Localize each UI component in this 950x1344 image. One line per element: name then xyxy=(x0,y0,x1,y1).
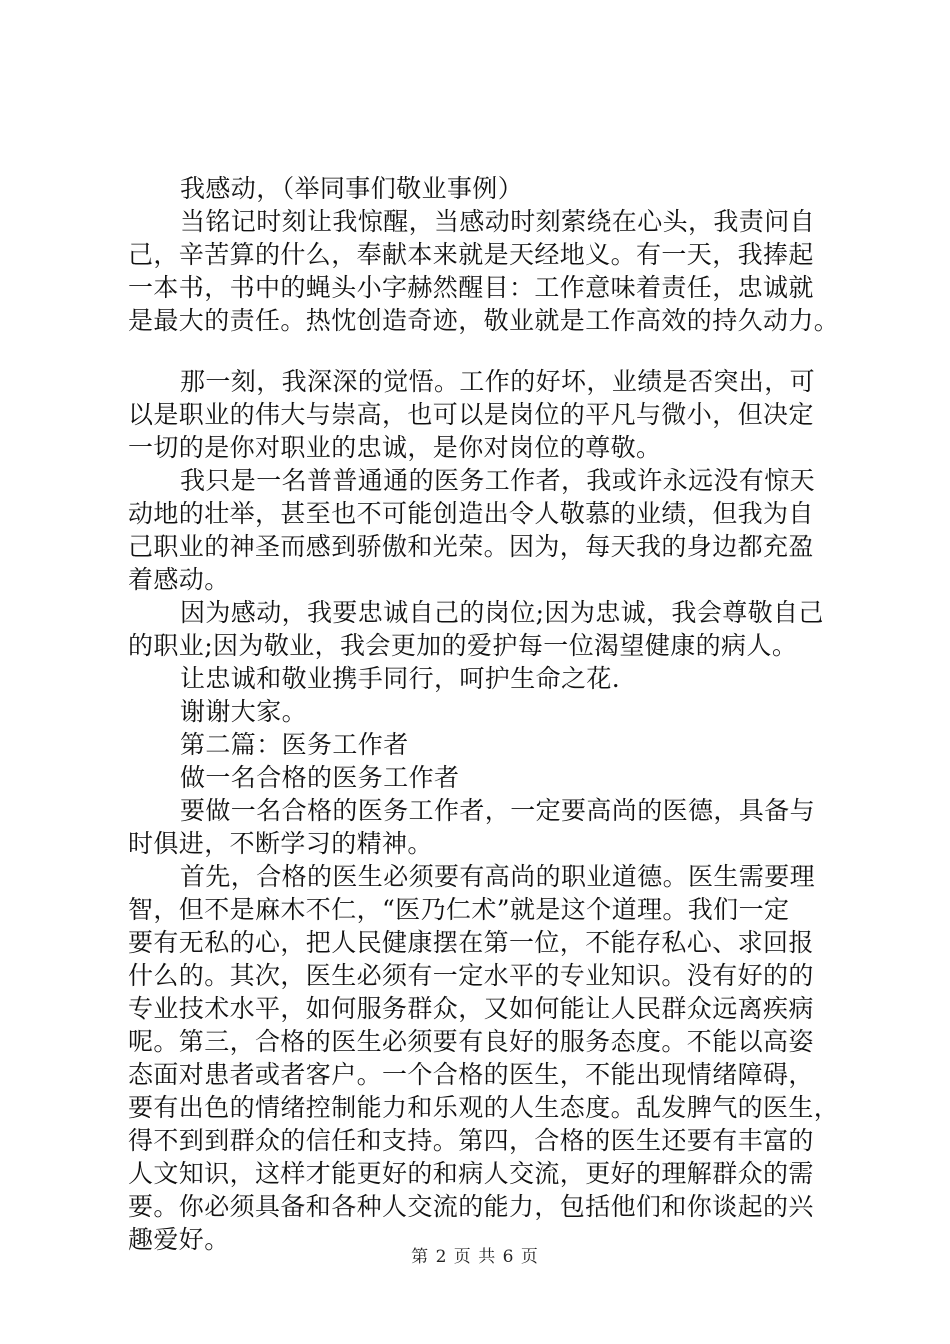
paragraph-line: 什么的。其次，医生必须有一定水平的专业知识。没有好的的 xyxy=(128,961,814,990)
paragraph-line: 一本书，书中的蝇头小字赫然醒目：工作意味着责任，忠诚就 xyxy=(128,273,814,302)
paragraph-line: 那一刻，我深深的觉悟。工作的好坏，业绩是否突出，可 xyxy=(180,367,816,396)
paragraph-line: 时俱进，不断学习的精神。 xyxy=(128,829,433,858)
paragraph-line: 要有无私的心，把人民健康摆在第一位，不能存私心、求回报 xyxy=(128,928,814,957)
paragraph-line: 得不到到群众的信任和支持。第四，合格的医生还要有丰富的 xyxy=(128,1126,814,1155)
paragraph-line: 因为感动，我要忠诚自己的岗位;因为忠诚，我会尊敬自己 xyxy=(180,598,824,627)
paragraph-line: 一切的是你对职业的忠诚，是你对岗位的尊敬。 xyxy=(128,433,662,462)
paragraph-line: 己，辛苦算的什么，奉献本来就是天经地义。有一天，我捧起 xyxy=(128,240,814,269)
paragraph-line: 我感动，（举同事们敬业事例） xyxy=(180,174,524,203)
paragraph-line: 首先，合格的医生必须要有高尚的职业道德。医生需要理 xyxy=(180,862,816,891)
paragraph-line: 智，但不是麻木不仁，“医乃仁术”就是这个道理。我们一定 xyxy=(128,895,790,924)
paragraph-line: 要有出色的情绪控制能力和乐观的人生态度。乱发脾气的医生， xyxy=(128,1093,840,1122)
section-heading: 第二篇：医务工作者 xyxy=(180,730,409,759)
document-body xyxy=(128,172,840,1256)
paragraph-line: 趣爱好。 xyxy=(128,1225,230,1254)
paragraph-line: 态面对患者或者客户。一个合格的医生，不能出现情绪障碍， xyxy=(128,1060,814,1089)
paragraph-line: 我只是一名普普通通的医务工作者，我或许永远没有惊天 xyxy=(180,466,816,495)
paragraph-line: 专业技术水平，如何服务群众，又如何能让人民群众远离疾病 xyxy=(128,994,814,1023)
paragraph-line: 是最大的责任。热忱创造奇迹，敬业就是工作高效的持久动力。 xyxy=(128,306,840,335)
page-number-footer: 第 2 页 共 6 页 xyxy=(411,1247,539,1267)
paragraph-line: 以是职业的伟大与崇高，也可以是岗位的平凡与微小，但决定 xyxy=(128,400,814,429)
paragraph-line: 谢谢大家。 xyxy=(180,697,308,726)
paragraph-line: 己职业的神圣而感到骄傲和光荣。因为，每天我的身边都充盈 xyxy=(128,532,814,561)
paragraph-line: 呢。第三，合格的医生必须要有良好的服务态度。不能以高姿 xyxy=(128,1027,814,1056)
paragraph-line: 人文知识，这样才能更好的和病人交流，更好的理解群众的需 xyxy=(128,1159,814,1188)
paragraph-line: 当铭记时刻让我惊醒，当感动时刻萦绕在心头，我责问自 xyxy=(180,207,816,236)
paragraph-line: 着感动。 xyxy=(128,565,230,594)
paragraph-gap xyxy=(128,337,828,365)
section-subheading: 做一名合格的医务工作者 xyxy=(180,763,460,792)
paragraph-line: 让忠诚和敬业携手同行，呵护生命之花. xyxy=(180,664,621,693)
paragraph-line: 的职业;因为敬业，我会更加的爱护每一位渴望健康的病人。 xyxy=(128,631,798,660)
paragraph-line: 要做一名合格的医务工作者，一定要高尚的医德，具备与 xyxy=(180,796,816,825)
paragraph-line: 要。你必须具备和各种人交流的能力，包括他们和你谈起的兴 xyxy=(128,1192,814,1221)
paragraph-line: 动地的壮举，甚至也不可能创造出令人敬慕的业绩，但我为自 xyxy=(128,499,814,528)
